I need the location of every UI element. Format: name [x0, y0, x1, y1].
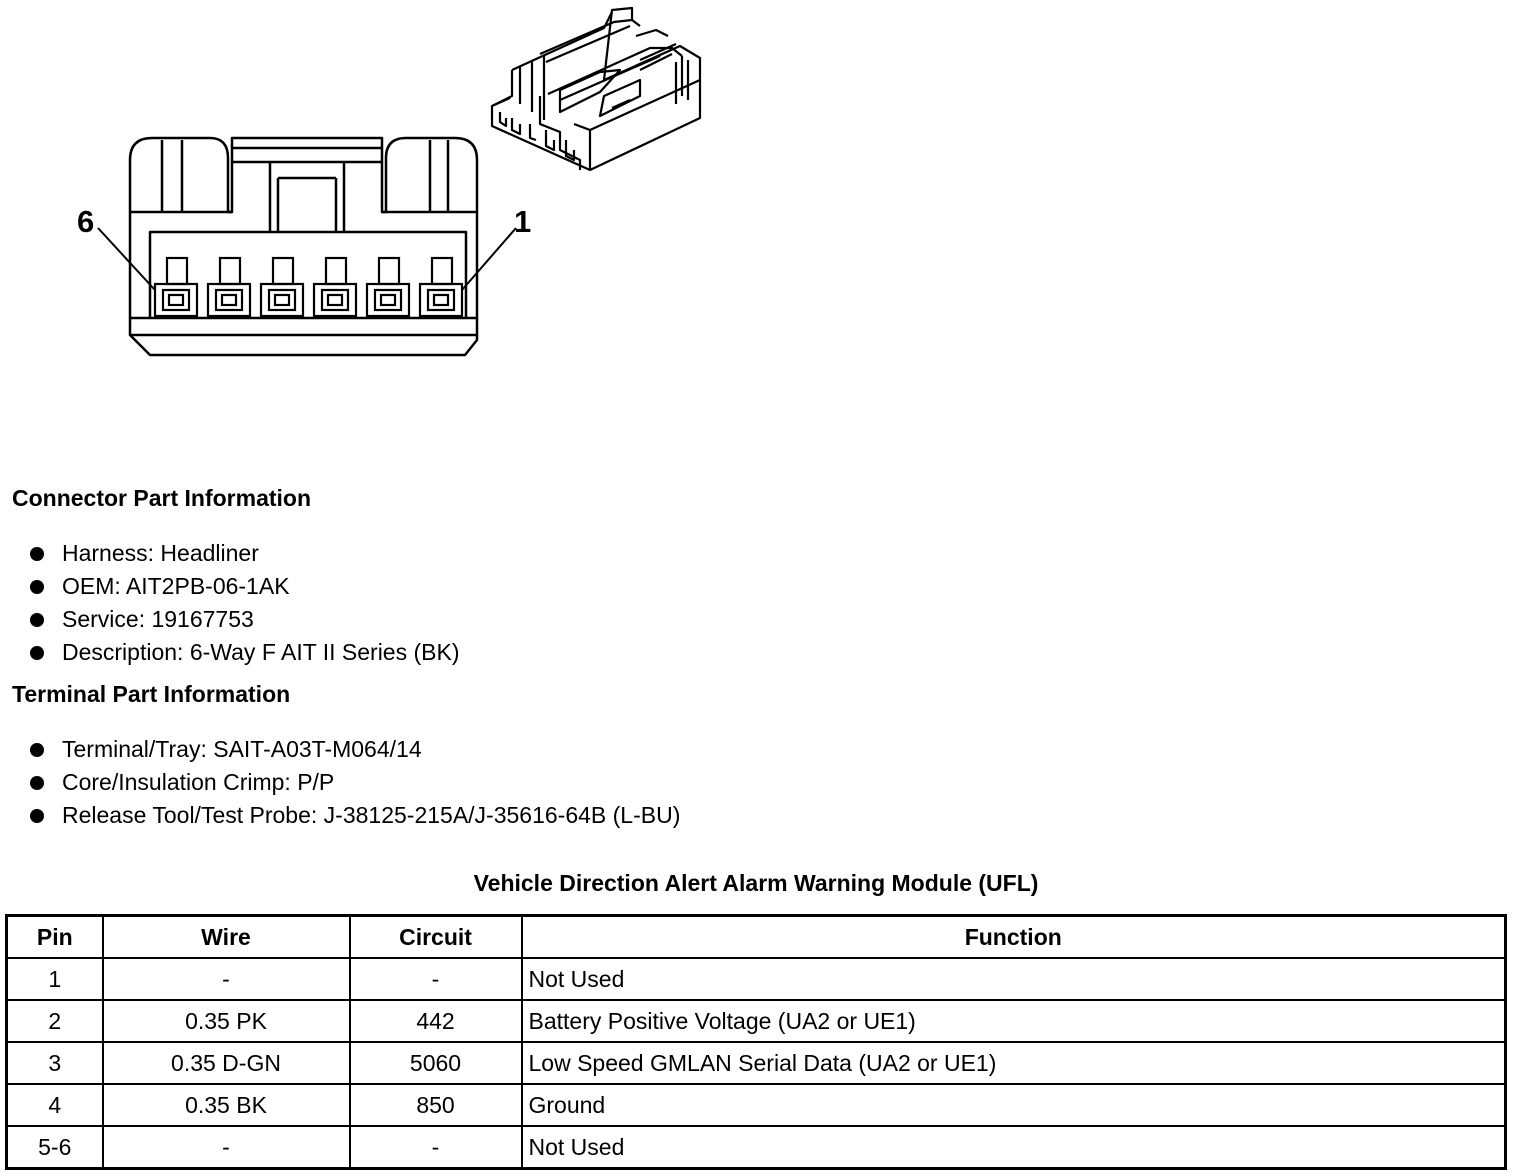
cell-function: Ground — [522, 1084, 1506, 1126]
cell-function: Low Speed GMLAN Serial Data (UA2 or UE1) — [522, 1042, 1506, 1084]
list-item — [30, 636, 460, 669]
bullet-icon — [30, 580, 44, 594]
description-text: Description: 6-Way F AIT II Series (BK) — [62, 639, 460, 665]
bullet-icon — [30, 809, 44, 823]
bullet-icon — [30, 743, 44, 757]
connector-isometric-view — [492, 8, 700, 170]
cell-pin: 3 — [7, 1042, 103, 1084]
service-text: Service: 19167753 — [62, 606, 254, 632]
terminal-cavity — [261, 258, 303, 316]
release-tool-text: Release Tool/Test Probe: J-38125-215A/J-35616-64B (L-BU) — [62, 802, 681, 828]
terminal-cavity — [367, 258, 409, 316]
pin-label-1: 1 — [514, 204, 532, 239]
left-tower-detail — [130, 140, 232, 212]
cell-wire: 0.35 PK — [103, 1000, 350, 1042]
cell-circuit: 5060 — [350, 1042, 522, 1084]
crimp-text: Core/Insulation Crimp: P/P — [62, 769, 335, 795]
table-row — [7, 1042, 1506, 1084]
terminal-info-heading: Terminal Part Information — [12, 681, 291, 707]
cell-wire: - — [103, 1126, 350, 1169]
oem-text: OEM: AIT2PB-06-1AK — [62, 573, 290, 599]
table-row — [7, 1000, 1506, 1042]
center-latch — [232, 148, 382, 232]
cell-function: Not Used — [522, 1126, 1506, 1169]
list-item — [30, 766, 680, 799]
cell-wire: 0.35 D-GN — [103, 1042, 350, 1084]
cell-circuit: - — [350, 1126, 522, 1169]
cell-wire: - — [103, 958, 350, 1000]
pin6-leader-line — [98, 228, 155, 290]
pin-table — [5, 914, 1507, 1170]
terminal-tray-text: Terminal/Tray: SAIT-A03T-M064/14 — [62, 736, 422, 762]
right-tower-detail — [382, 140, 477, 212]
connector-diagram — [0, 0, 760, 380]
cell-circuit: 850 — [350, 1084, 522, 1126]
list-item — [30, 733, 680, 766]
header-pin: Pin — [7, 916, 103, 959]
connector-info-list — [30, 537, 460, 669]
header-circuit: Circuit — [350, 916, 522, 959]
pin-label-6: 6 — [77, 204, 95, 239]
table-row — [7, 958, 1506, 1000]
terminal-cavity — [155, 258, 197, 316]
list-item — [30, 603, 460, 636]
bullet-icon — [30, 776, 44, 790]
harness-text: Harness: Headliner — [62, 540, 259, 566]
table-row — [7, 1084, 1506, 1126]
table-row — [7, 1126, 1506, 1169]
list-item — [30, 570, 460, 603]
cell-circuit: 442 — [350, 1000, 522, 1042]
table-header-row — [7, 916, 1506, 959]
bullet-icon — [30, 613, 44, 627]
cell-pin: 4 — [7, 1084, 103, 1126]
cell-function: Not Used — [522, 958, 1506, 1000]
list-item — [30, 799, 680, 832]
pin1-leader-line — [462, 228, 516, 290]
cell-pin: 2 — [7, 1000, 103, 1042]
housing-lower-line — [130, 318, 477, 335]
cell-pin: 1 — [7, 958, 103, 1000]
bullet-icon — [30, 547, 44, 561]
cell-function: Battery Positive Voltage (UA2 or UE1) — [522, 1000, 1506, 1042]
terminal-cavity — [208, 258, 250, 316]
terminal-info-list — [30, 733, 680, 832]
cell-wire: 0.35 BK — [103, 1084, 350, 1126]
table-title: Vehicle Direction Alert Alarm Warning Module (UFL) — [473, 870, 1039, 896]
terminal-cavity — [420, 258, 462, 316]
cell-pin: 5-6 — [7, 1126, 103, 1169]
header-wire: Wire — [103, 916, 350, 959]
list-item — [30, 537, 460, 570]
header-function: Function — [522, 916, 1506, 959]
connector-info-heading: Connector Part Information — [12, 485, 312, 511]
bullet-icon — [30, 646, 44, 660]
terminal-cavity — [314, 258, 356, 316]
cell-circuit: - — [350, 958, 522, 1000]
